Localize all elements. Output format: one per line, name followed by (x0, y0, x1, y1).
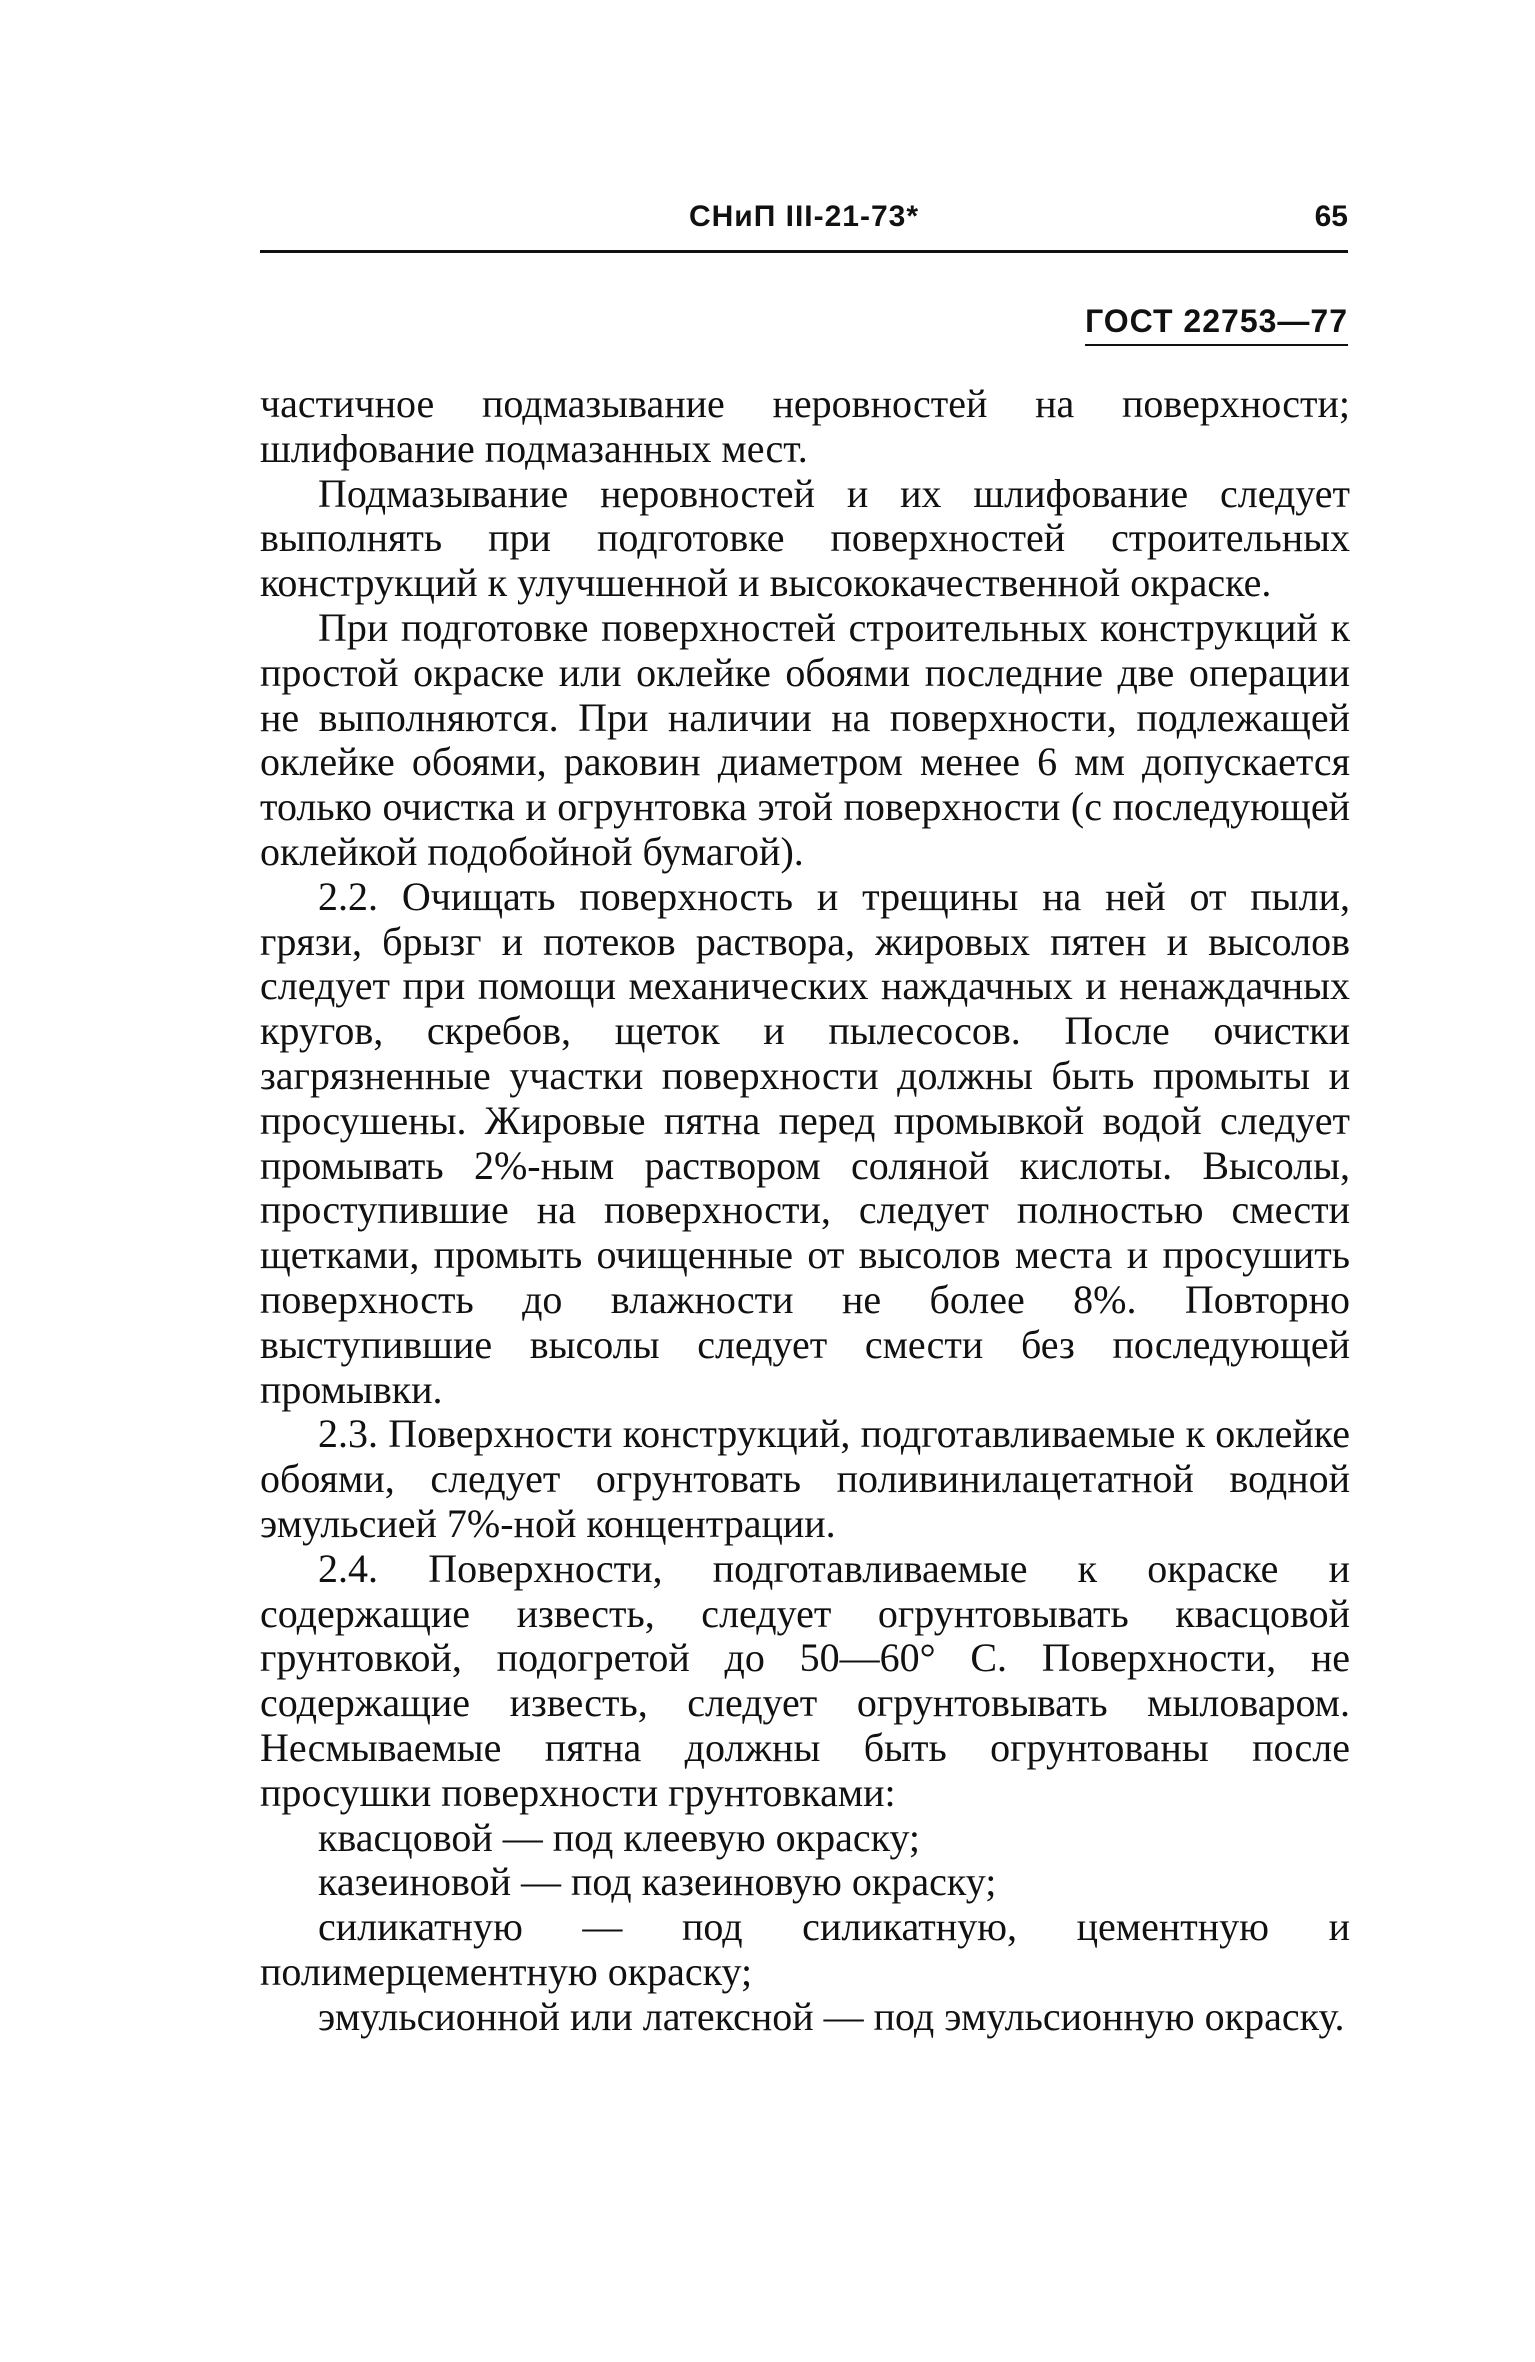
paragraph: При подготовке поверхностей строительных конструкций к простой окраске или оклейке обоями последние две операции не выполняются. При наличии на поверхности, подлежащей оклейке обоями, раковин диаметром менее 6 мм допускается только очистка и огрунтовка этой поверхности (с последующей оклейкой подобойной бумагой). (260, 604, 1350, 874)
paragraph-2-2: 2.2. Очищать поверхность и трещины на ней от пыли, грязи, брызг и потеков раствора, жировых пятен и высолов следует при помощи механических наждачных и ненаждачных кругов, скребов, щеток и пылесосов. После очистки загрязненные участки поверхности должны быть промыты и просушены. Жировые пятна перед промывкой водой следует промывать 2%-ным раствором соляной кислоты. Высолы, проступившие на поверхности, следует полностью смести щетками, промыть очищенные от высолов места и просушить поверхность до влажности не более 8%. Повторно выступившие высолы следует смести без последующей промывки. (260, 873, 1350, 1412)
paragraph-continuation: частичное подмазывание неровностей на поверхности; шлифование подмазанных мест. (260, 381, 1350, 471)
page-header (260, 200, 1348, 253)
list-item: эмульсионной или латексной — под эмульсионную окраску. (318, 1993, 1345, 2039)
list-item: силикатную — под силикатную, цементную и полимерцементную окраску; (260, 1904, 1350, 1994)
standard-reference: ГОСТ 22753—77 (1085, 303, 1348, 346)
paragraph: Подмазывание неровностей и их шлифование следует выполнять при подготовке поверхностей строительных конструкций к улучшенной и высококачественной окраске. (260, 470, 1350, 606)
page-number: 65 (1314, 200, 1348, 233)
paragraph-2-4: 2.4. Поверхности, подготавливаемые к окраске и содержащие известь, следует огрунтовывать квасцовой грунтовкой, подогретой до 50—60° С. Поверхности, не содержащие известь, следует огрунтовывать мыловаром. Несмываемые пятна должны быть огрунтованы после просушки поверхности грунтовками: (260, 1545, 1350, 1815)
list-item: квасцовой — под клеевую окраску; (318, 1814, 921, 1860)
list-item: казеиновой — под казеиновую окраску; (318, 1859, 997, 1905)
running-title: СНиП III-21-73* (688, 200, 920, 233)
paragraph-2-3: 2.3. Поверхности конструкций, подготавливаемые к оклейке обоями, следует огрунтовать поливинилацетатной водной эмульсией 7%-ной концентрации. (260, 1411, 1350, 1546)
body-text (260, 382, 1350, 2039)
